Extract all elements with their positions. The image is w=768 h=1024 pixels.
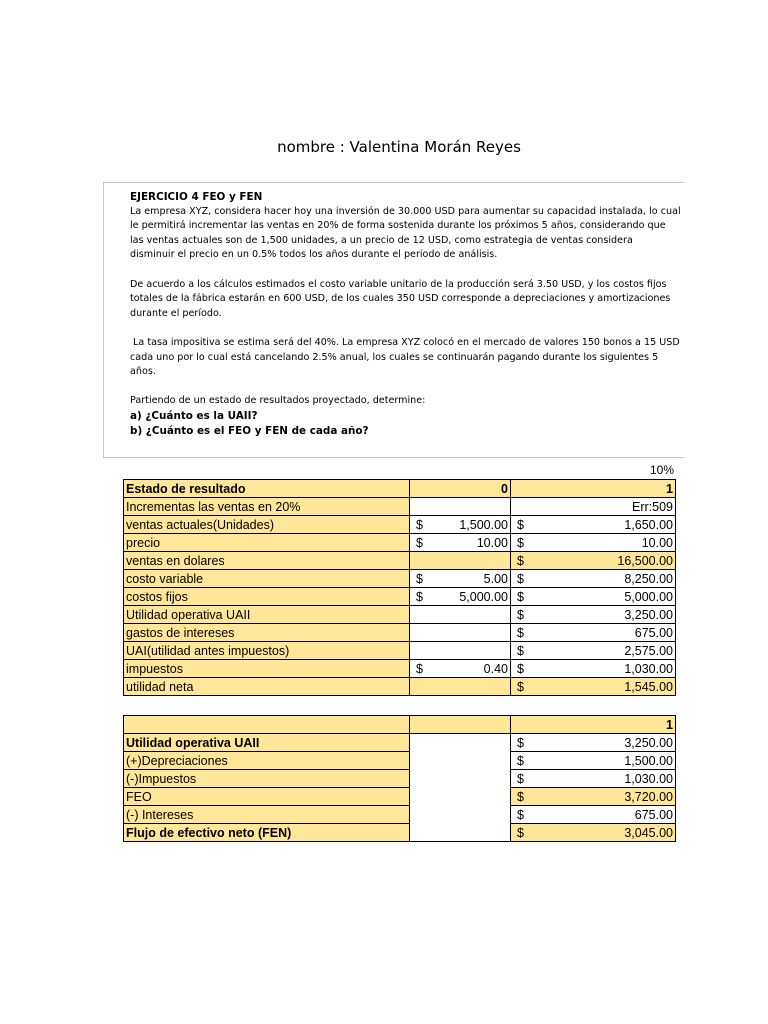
table-row [124, 624, 676, 642]
currency-symbol: $ [517, 535, 524, 550]
period-0-cell[interactable] [410, 498, 511, 516]
cell-value: 5,000.00 [624, 589, 673, 604]
row-label-cell[interactable]: (+)Depreciaciones [124, 752, 410, 770]
table-row [124, 660, 676, 678]
table-row [124, 498, 676, 516]
cell-value: 10.00 [476, 535, 508, 550]
period-0-cell[interactable] [410, 516, 511, 534]
currency-symbol: $ [517, 771, 524, 786]
currency-symbol: $ [416, 535, 423, 550]
question-b: b) ¿Cuánto es el FEO y FEN de cada año? [130, 424, 369, 437]
table-row [124, 552, 676, 570]
row-label-cell[interactable]: precio [124, 534, 410, 552]
period-1-cell[interactable] [511, 660, 676, 678]
cell-value: 1,650.00 [624, 517, 673, 532]
question-a: a) ¿Cuánto es la UAII? [130, 409, 258, 422]
period-1-cell[interactable] [511, 770, 676, 788]
period-1-cell[interactable] [511, 642, 676, 660]
row-label-cell[interactable]: utilidad neta [124, 678, 410, 696]
period-0-cell[interactable] [410, 642, 511, 660]
exercise-line: cada uno por lo cual está cancelando 2.5% anual, los cuales se continuarán pagando durante los siguientes 5 [130, 351, 659, 363]
period-0-cell[interactable] [410, 570, 511, 588]
period-1-cell[interactable] [511, 552, 676, 570]
header-label-cell[interactable]: Estado de resultado [124, 480, 410, 498]
period-1-cell[interactable]: Err:509 [511, 498, 676, 516]
currency-symbol: $ [517, 661, 524, 676]
cell-value: 1,030.00 [624, 771, 673, 786]
exercise-line: las ventas actuales son de 1,500 unidades, a un precio de 12 USD, como estrategia de ventas considera [130, 234, 633, 246]
cash-flow-table [123, 715, 676, 842]
exercise-heading: EJERCICIO 4 FEO y FEN [130, 191, 263, 203]
exercise-line: años. [130, 366, 156, 378]
table-row [124, 806, 676, 824]
currency-symbol: $ [517, 753, 524, 768]
row-label-cell[interactable]: (-) Intereses [124, 806, 410, 824]
cell-value: 10.00 [641, 535, 673, 550]
exercise-line: totales de la fábrica estarán en 600 USD, de los cuales 350 USD corresponde a depreciaciones y amortizaciones [130, 293, 671, 305]
period-1-cell[interactable] [511, 624, 676, 642]
currency-symbol: $ [517, 517, 524, 532]
header-label-cell[interactable] [124, 716, 410, 734]
period-0-cell[interactable] [410, 678, 511, 696]
table-row [124, 516, 676, 534]
period-0-cell[interactable] [410, 588, 511, 606]
period-1-cell[interactable] [511, 788, 676, 806]
period-1-cell[interactable] [511, 752, 676, 770]
growth-percent-cell[interactable]: 10% [649, 463, 674, 477]
cell-value: 3,720.00 [624, 789, 673, 804]
cell-value: 675.00 [634, 807, 673, 822]
period-0-merged-cell[interactable] [410, 734, 511, 842]
exercise-line: le permitirá incrementar las ventas en 20% de forma sostenida durante los próximos 5 años, considerando que [130, 220, 666, 232]
currency-symbol: $ [416, 571, 423, 586]
period-1-cell[interactable] [511, 734, 676, 752]
exercise-line: disminuir el precio en un 0.5% todos los años durante el periodo de análisis. [130, 249, 498, 261]
period-1-cell[interactable] [511, 588, 676, 606]
table-row [124, 752, 676, 770]
period-1-cell[interactable] [511, 516, 676, 534]
period-1-cell[interactable] [511, 606, 676, 624]
cell-value: 0.40 [483, 661, 508, 676]
currency-symbol: $ [517, 625, 524, 640]
currency-symbol: $ [517, 571, 524, 586]
currency-symbol: $ [517, 589, 524, 604]
table-header-row [124, 716, 676, 734]
row-label-cell[interactable]: FEO [124, 788, 410, 806]
cell-value: 1,030.00 [624, 661, 673, 676]
table-header-row [124, 480, 676, 498]
header-period-1-cell[interactable]: 1 [511, 716, 676, 734]
currency-symbol: $ [517, 643, 524, 658]
currency-symbol: $ [517, 735, 524, 750]
currency-symbol: $ [517, 553, 524, 568]
row-label-cell[interactable]: Utilidad operativa UAII [124, 606, 410, 624]
table-row [124, 678, 676, 696]
cell-value: 1,545.00 [624, 679, 673, 694]
currency-symbol: $ [517, 789, 524, 804]
period-0-cell[interactable] [410, 552, 511, 570]
table-row [124, 570, 676, 588]
period-1-cell[interactable] [511, 806, 676, 824]
income-statement-table [123, 479, 676, 696]
period-0-cell[interactable] [410, 606, 511, 624]
cell-value: 3,250.00 [624, 607, 673, 622]
row-label-cell[interactable]: ventas en dolares [124, 552, 410, 570]
row-label-cell[interactable]: impuestos [124, 660, 410, 678]
currency-symbol: $ [416, 589, 423, 604]
exercise-line: La tasa impositiva se estima será del 40%. La empresa XYZ colocó en el mercado de valores 150 bonos a 15 USD [130, 336, 680, 348]
row-label-cell[interactable]: (-)Impuestos [124, 770, 410, 788]
period-1-cell[interactable] [511, 678, 676, 696]
period-0-cell[interactable] [410, 624, 511, 642]
cell-value: 8,250.00 [624, 571, 673, 586]
currency-symbol: $ [517, 607, 524, 622]
row-label-cell[interactable]: Incrementas las ventas en 20% [124, 498, 410, 516]
cell-value: 675.00 [634, 625, 673, 640]
exercise-line: La empresa XYZ, considera hacer hoy una inversión de 30.000 USD para aumentar su capacidad instalada, lo cual [130, 205, 681, 217]
period-1-cell[interactable] [511, 534, 676, 552]
currency-symbol: $ [517, 679, 524, 694]
cell-value: 5,000.00 [459, 589, 508, 604]
cell-value: 5.00 [483, 571, 508, 586]
cell-value: 16,500.00 [617, 553, 673, 568]
cell-value: 1,500.00 [624, 753, 673, 768]
exercise-line: De acuerdo a los cálculos estimados el costo variable unitario de la producción será 3.50 USD, y los costos fijos [130, 278, 667, 290]
row-label-cell[interactable]: costo variable [124, 570, 410, 588]
table-row [124, 534, 676, 552]
currency-symbol: $ [416, 517, 423, 532]
exercise-text [130, 190, 705, 438]
row-label-cell[interactable]: costos fijos [124, 588, 410, 606]
exercise-line: durante el período. [130, 307, 222, 319]
header-period-1-cell[interactable]: 1 [511, 480, 676, 498]
currency-symbol: $ [517, 807, 524, 822]
table-row [124, 824, 676, 842]
header-period-0-cell[interactable]: 0 [410, 480, 511, 498]
table-row [124, 606, 676, 624]
period-1-cell[interactable] [511, 824, 676, 842]
period-1-cell[interactable] [511, 570, 676, 588]
row-label-cell[interactable]: UAI(utilidad antes impuestos) [124, 642, 410, 660]
row-label-cell[interactable]: Flujo de efectivo neto (FEN) [124, 824, 410, 842]
header-period-0-cell[interactable] [410, 716, 511, 734]
cell-value: 3,250.00 [624, 735, 673, 750]
period-0-cell[interactable] [410, 534, 511, 552]
row-label-cell[interactable]: gastos de intereses [124, 624, 410, 642]
page-title: nombre : Valentina Morán Reyes [277, 138, 521, 156]
period-0-cell[interactable] [410, 660, 511, 678]
table-row [124, 734, 676, 752]
table-row [124, 588, 676, 606]
currency-symbol: $ [517, 825, 524, 840]
table-row [124, 788, 676, 806]
exercise-line: Partiendo de un estado de resultados proyectado, determine: [130, 395, 426, 407]
row-label-cell[interactable]: ventas actuales(Unidades) [124, 516, 410, 534]
table-row [124, 770, 676, 788]
cell-value: 2,575.00 [624, 643, 673, 658]
cell-value: 1,500.00 [459, 517, 508, 532]
currency-symbol: $ [416, 661, 423, 676]
row-label-cell[interactable]: Utilidad operativa UAII [124, 734, 410, 752]
table-row [124, 642, 676, 660]
cell-value: 3,045.00 [624, 825, 673, 840]
